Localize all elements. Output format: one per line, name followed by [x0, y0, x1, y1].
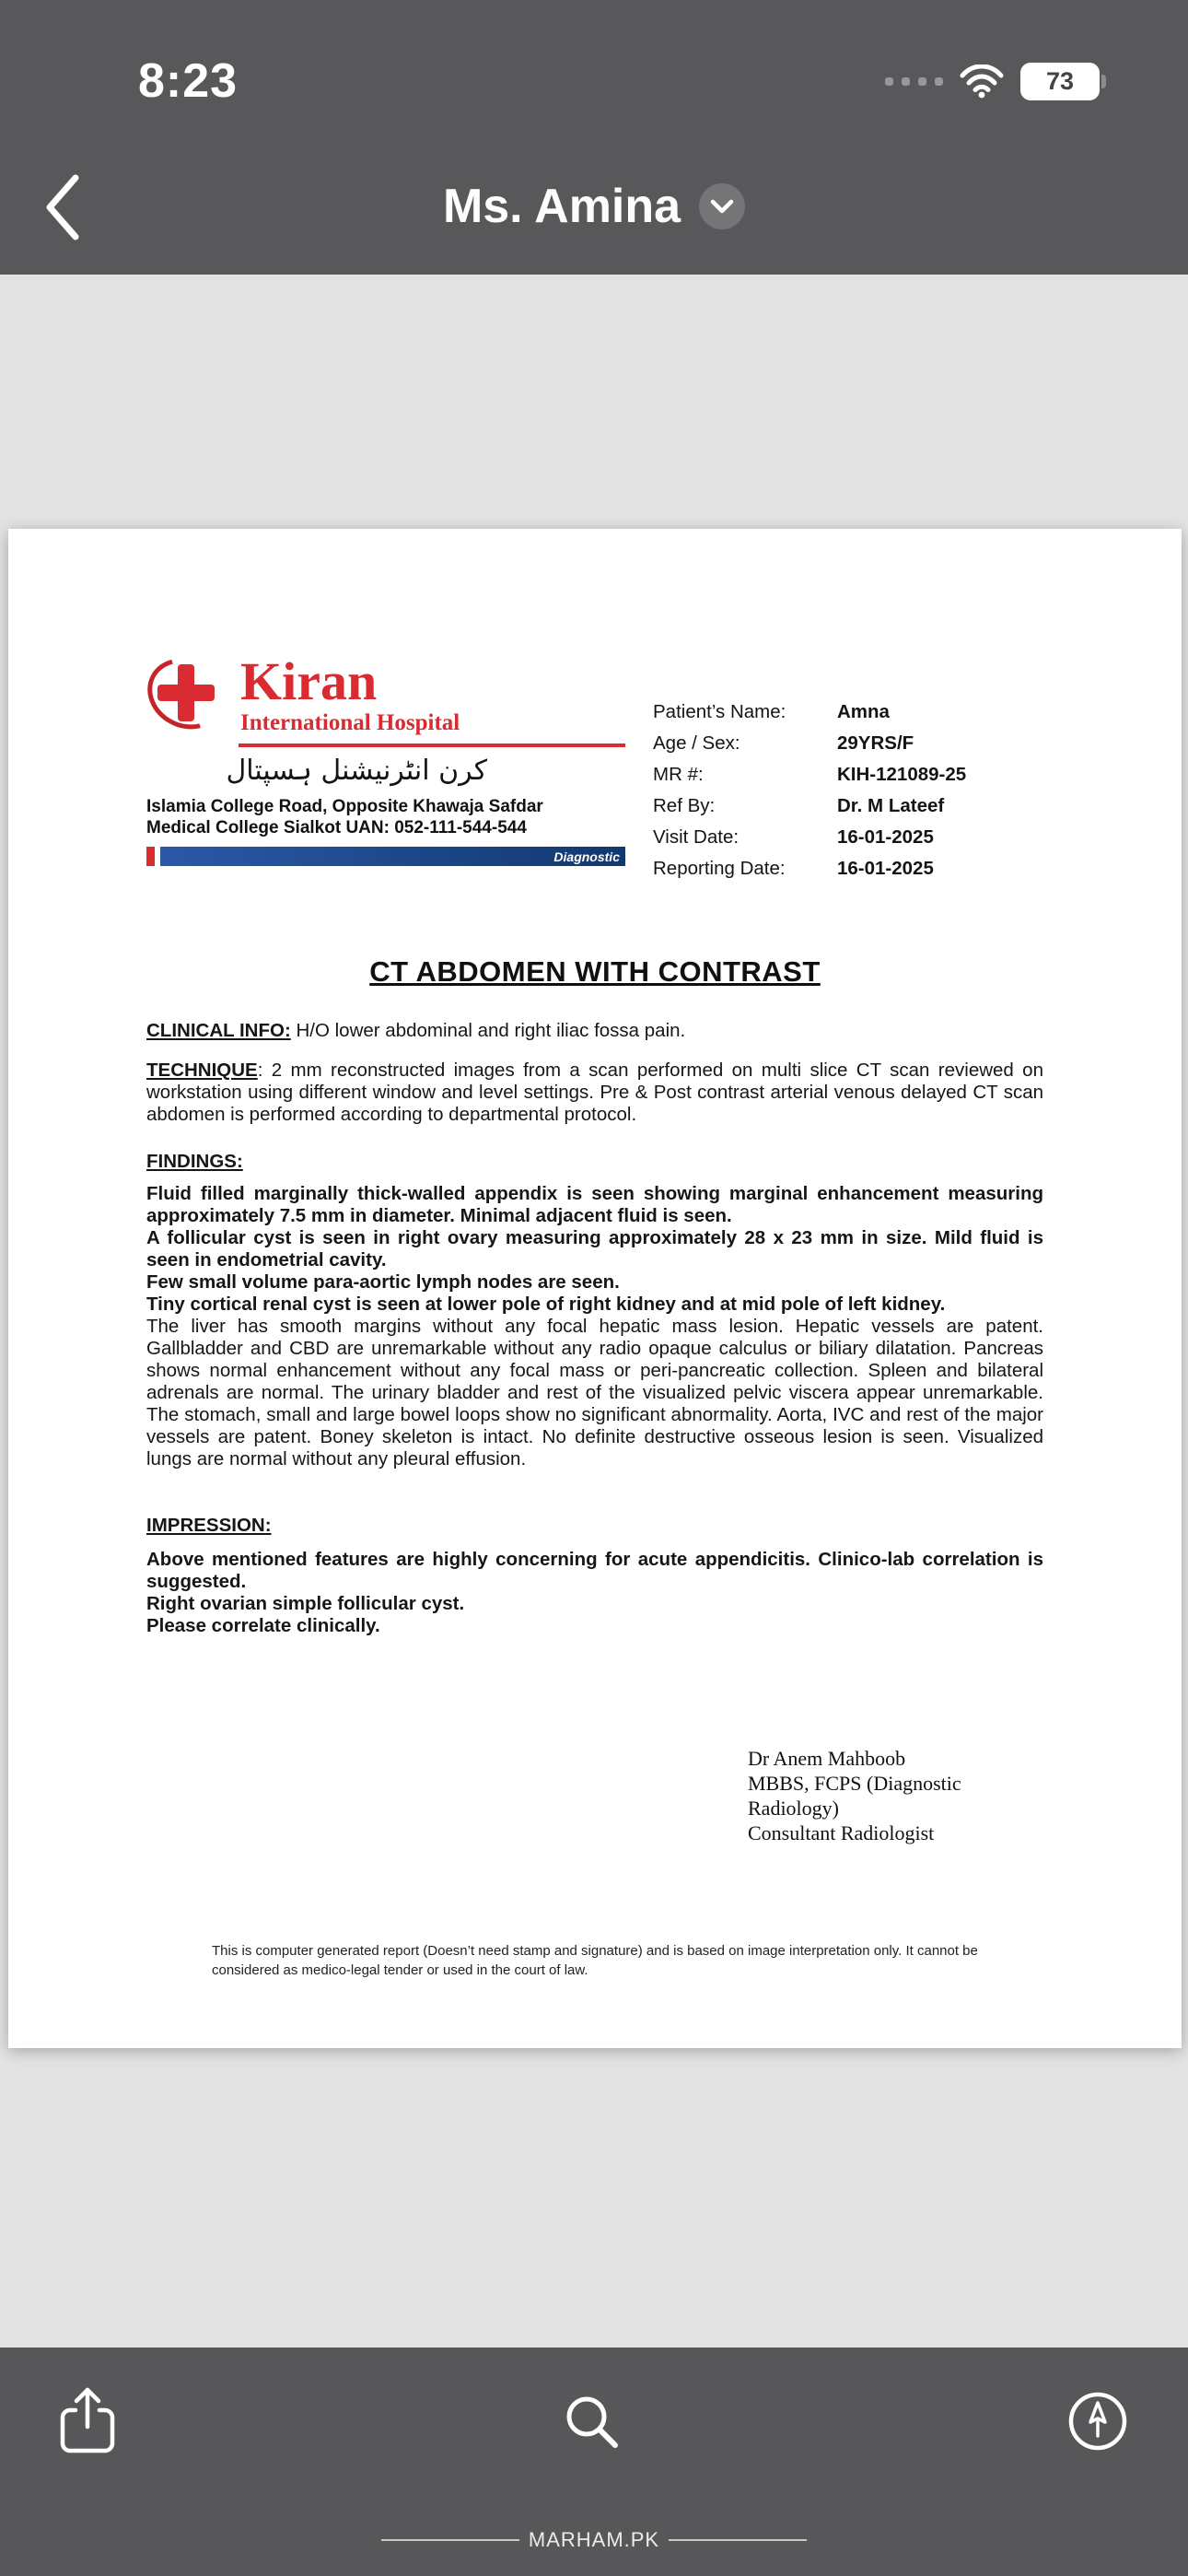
patient-value: 16-01-2025 [837, 858, 934, 879]
diagnostic-banner [146, 847, 625, 866]
title-dropdown-button[interactable] [699, 183, 745, 229]
patient-label: Patient’s Name: [653, 701, 786, 722]
technique-section [146, 1060, 1043, 1126]
impression-heading: IMPRESSION: [146, 1515, 272, 1536]
signature-degrees: MBBS, FCPS (Diagnostic Radiology) [748, 1772, 961, 1820]
patient-label: Reporting Date: [653, 858, 786, 879]
report-page [8, 529, 1182, 2048]
signature-name: Dr Anem Mahboob [748, 1747, 906, 1770]
clinical-info-text: H/O lower abdominal and right iliac fossa pain. [290, 1020, 686, 1041]
cellular-signal-icon [885, 77, 943, 86]
patient-row [653, 759, 1043, 790]
banner-red-tick [146, 847, 155, 866]
patient-row [653, 728, 1043, 759]
impression-section [146, 1549, 1043, 1637]
search-icon [562, 2392, 621, 2451]
hospital-subtitle: International Hospital [240, 710, 460, 736]
patient-label: MR #: [653, 764, 704, 785]
patient-value: Dr. M Lateef [837, 795, 945, 816]
disclaimer-text: This is computer generated report (Doesn’t need stamp and signature) and is based on image interpretation only. It cannot be considered as medico-legal tender or used in the court of law. [212, 1943, 978, 1978]
red-divider [239, 744, 625, 747]
patient-info [653, 654, 1043, 884]
markup-button[interactable] [1066, 2390, 1129, 2453]
signature-block [748, 1746, 1043, 1845]
clinical-info-label: CLINICAL INFO: [146, 1020, 291, 1041]
share-button[interactable] [59, 2386, 116, 2456]
top-chrome [0, 0, 1188, 275]
report-header [146, 651, 1043, 884]
nav-bar [0, 138, 1188, 275]
findings-highlighted [146, 1183, 1043, 1316]
document-viewer[interactable] [0, 275, 1188, 2348]
back-button[interactable] [26, 166, 99, 249]
bottom-toolbar [0, 2348, 1188, 2576]
hospital-name-block [240, 651, 460, 736]
battery-percent: 73 [1045, 66, 1075, 95]
patient-label: Visit Date: [653, 826, 740, 848]
battery-nub [1101, 75, 1106, 88]
patient-row [653, 790, 1043, 822]
title-group [443, 179, 745, 234]
patient-value: KIH-121089-25 [837, 764, 967, 785]
banner-blue-bar [160, 847, 625, 866]
watermark-line-right [669, 2539, 807, 2541]
hospital-block [146, 651, 625, 866]
findings-heading: FINDINGS: [146, 1151, 243, 1172]
findings-text: The liver has smooth margins without any focal hepatic mass lesion. Hepatic vessels are patent. Gallbladder and CBD are unremarkable without any radio opaque calculus or biliary dilatation. Pancreas shows normal enhancement without any focal mass or peri-pancreatic collection. Spleen and bilateral adrenals are normal. The urinary bladder and rest of the visualized pelvic viscera appear unremarkable. The stomach, small and large bowel loops show no significant abnormality. Aorta, IVC and rest of the major vessels are patent. Boney skeleton is intact. No definite destructive osseous lesion is seen. Visualized lungs are normal without any pleural effusion. [146, 1316, 1043, 1469]
battery-icon [1020, 63, 1100, 100]
patient-value: Amna [837, 701, 890, 722]
markup-pen-icon [1066, 2390, 1129, 2453]
technique-text: : 2 mm reconstructed images from a scan performed on multi slice CT scan reviewed on workstation using different window and level settings. Pre & Post contrast arterial venous delayed CT scan abdomen is performed according to departmental protocol. [146, 1060, 1043, 1125]
finding-line: Tiny cortical renal cyst is seen at lower pole of right kidney and at mid pole of left kidney. [146, 1294, 946, 1315]
impression-line: Right ovarian simple follicular cyst. [146, 1593, 465, 1614]
patient-row [653, 822, 1043, 853]
finding-line: Fluid filled marginally thick-walled appendix is seen showing marginal enhancement measuring approximately 7.5 mm in diameter. Minimal adjacent fluid is seen. [146, 1183, 1043, 1226]
hospital-name-urdu: کرن انٹرنیشنل ہسپتال [226, 755, 487, 788]
search-button[interactable] [562, 2392, 621, 2451]
technique-label: TECHNIQUE [146, 1060, 258, 1081]
finding-line: A follicular cyst is seen in right ovary measuring approximately 28 x 23 mm in size. Mild fluid is seen in endometrial cavity. [146, 1227, 1043, 1270]
patient-value: 29YRS/F [837, 732, 914, 754]
clinical-info-section [146, 1020, 1043, 1042]
watermark [0, 2528, 1188, 2552]
patient-label: Ref By: [653, 795, 716, 816]
finding-line: Few small volume para-aortic lymph nodes are seen. [146, 1271, 620, 1293]
status-time: 8:23 [138, 54, 239, 108]
share-icon [59, 2386, 116, 2456]
status-icons [885, 63, 1100, 100]
signature-title: Consultant Radiologist [748, 1821, 935, 1844]
chevron-down-icon [710, 199, 734, 215]
wifi-icon [960, 64, 1004, 99]
impression-line: Above mentioned features are highly concerning for acute appendicitis. Clinico-lab correlation is suggested. [146, 1549, 1043, 1592]
banner-label: Diagnostic [553, 849, 620, 864]
hospital-name: Kiran [240, 651, 378, 711]
patient-label: Age / Sex: [653, 732, 740, 754]
watermark-text: MARHAM.PK [528, 2528, 660, 2551]
patient-row [653, 853, 1043, 884]
hospital-address-line2: Medical College Sialkot UAN: 052-111-544-544 [146, 818, 527, 838]
hospital-address-line1: Islamia College Road, Opposite Khawaja Safdar [146, 797, 543, 817]
patient-value: 16-01-2025 [837, 826, 934, 848]
hospital-logo-icon [146, 654, 226, 733]
watermark-line-left [381, 2539, 519, 2541]
chevron-left-icon [42, 172, 83, 242]
impression-line: Please correlate clinically. [146, 1615, 380, 1636]
report-title: CT ABDOMEN WITH CONTRAST [369, 955, 821, 988]
patient-row [653, 697, 1043, 728]
page-title: Ms. Amina [442, 180, 681, 233]
status-bar [0, 0, 1188, 138]
